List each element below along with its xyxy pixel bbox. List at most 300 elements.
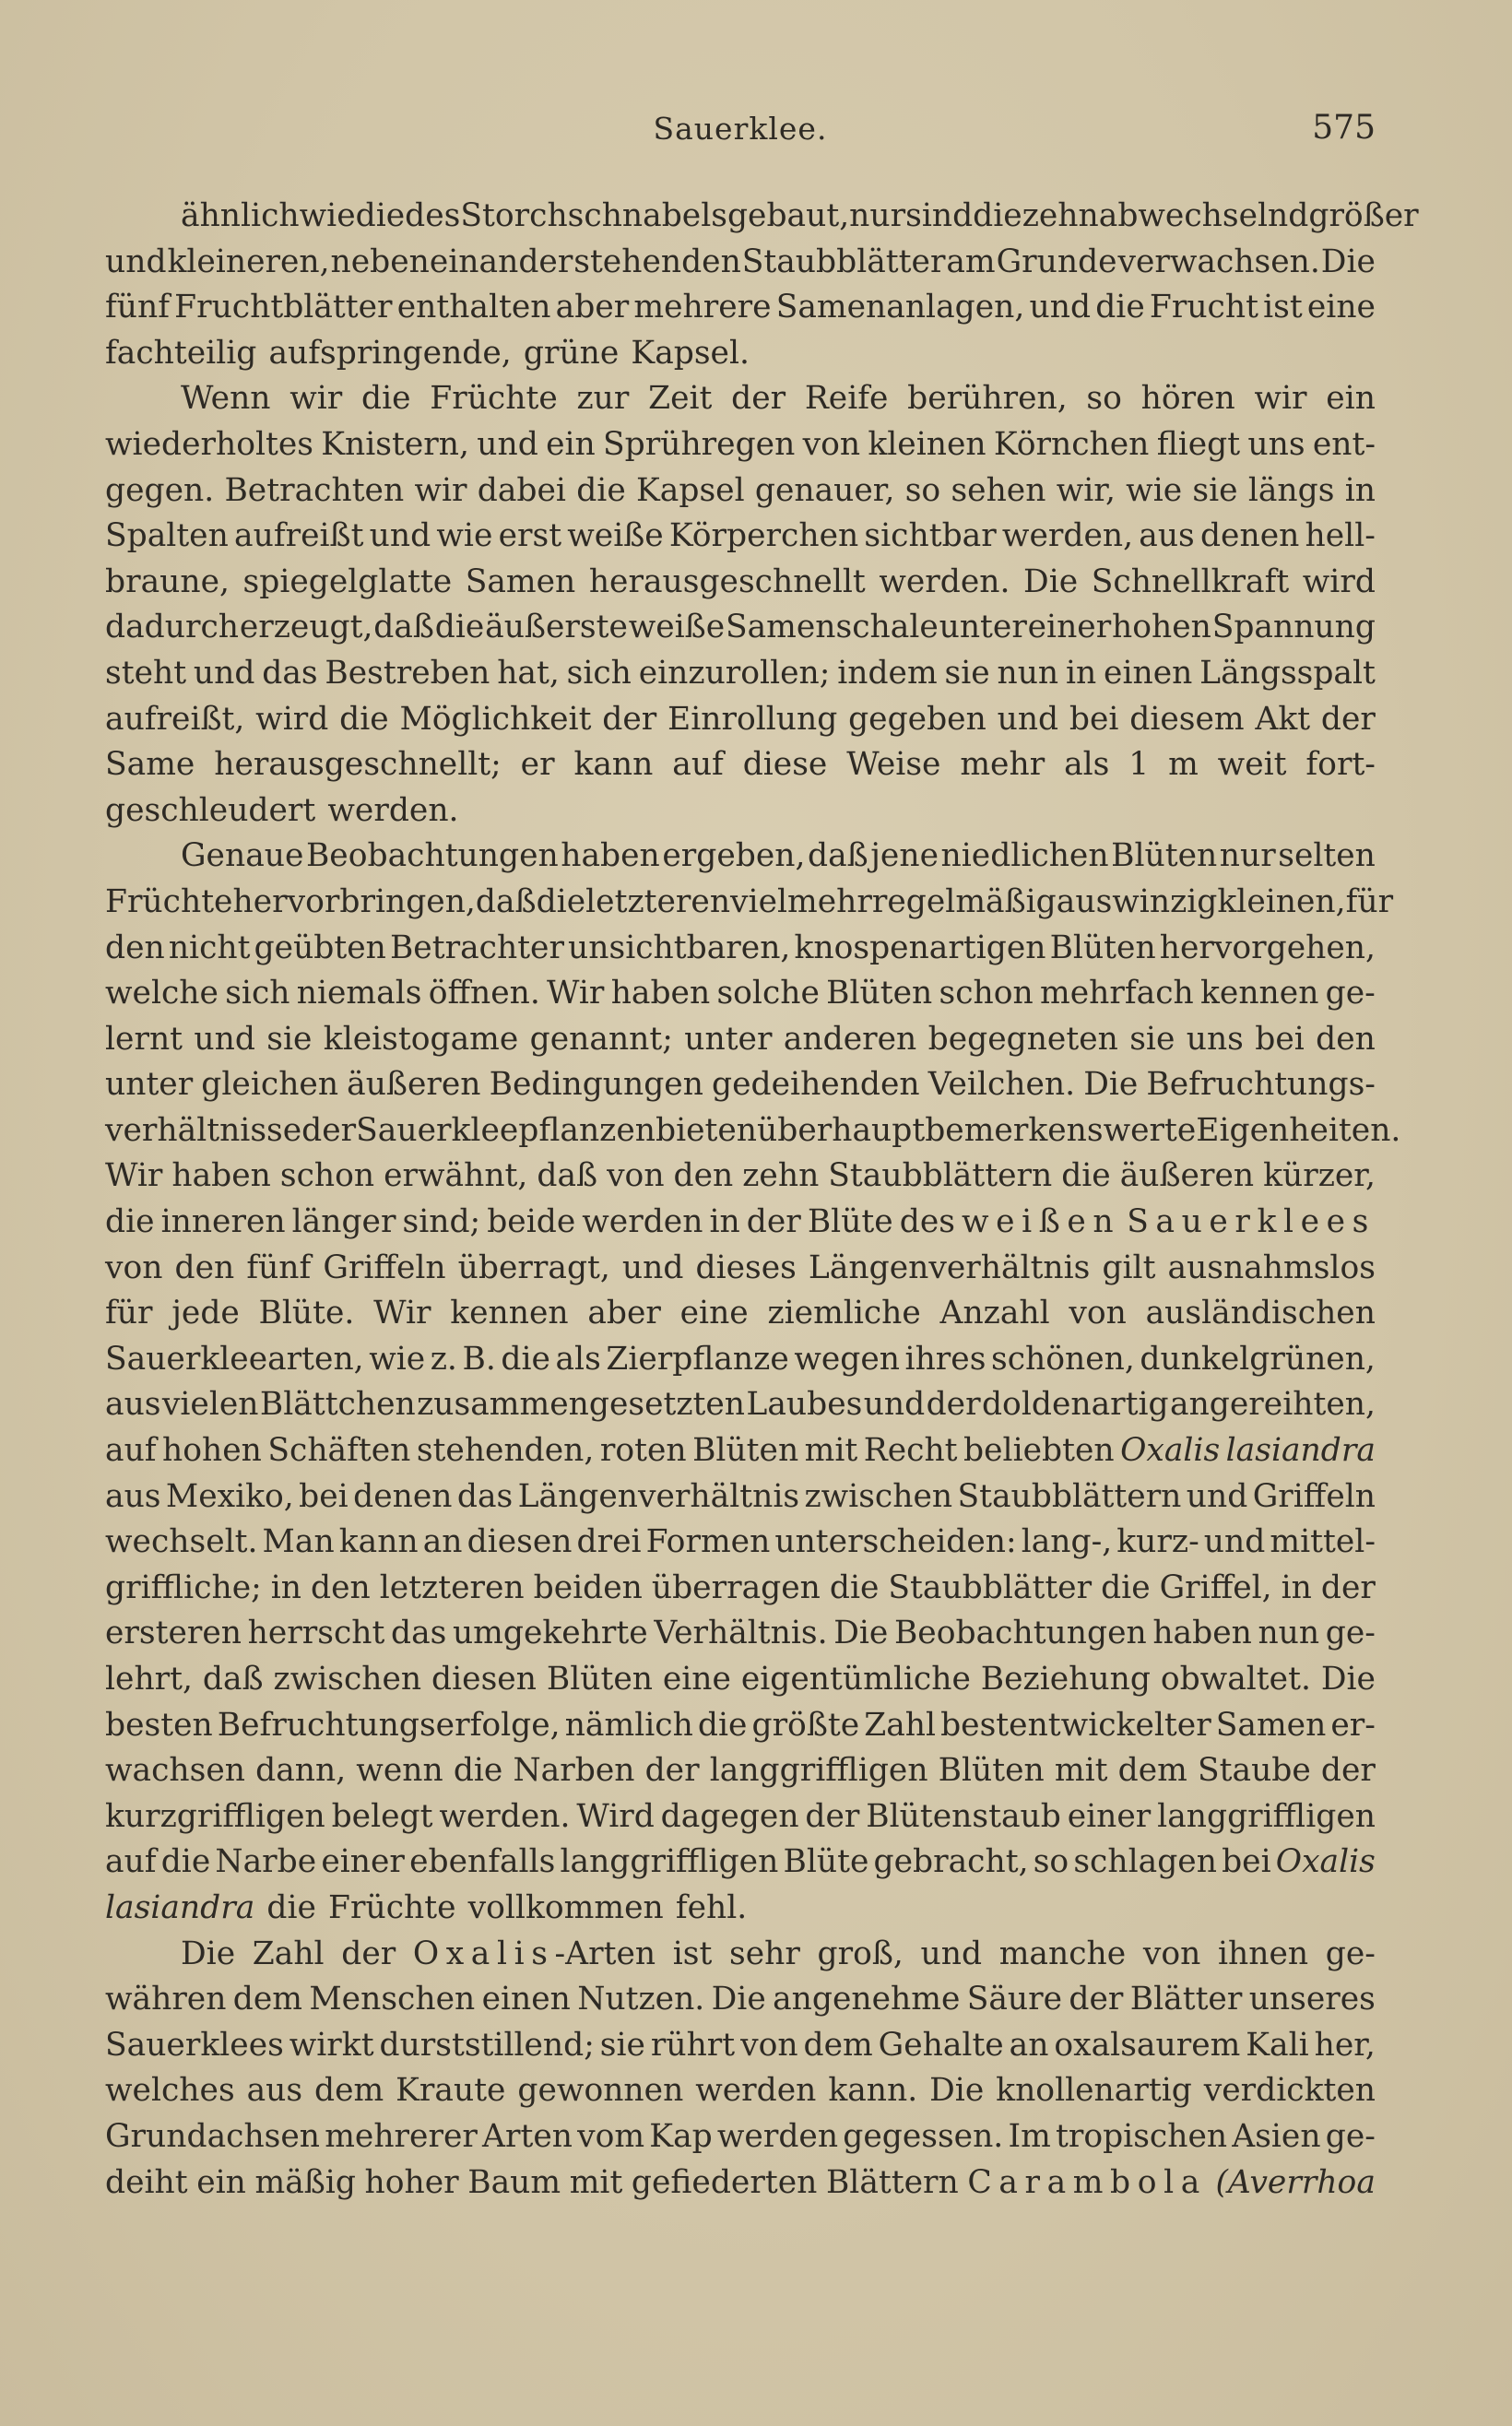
word: die [1061, 1157, 1111, 1195]
word: ausnahmslos [1167, 1249, 1376, 1286]
word: Sprühregen [603, 425, 796, 463]
word: wird [1302, 562, 1376, 600]
word: berühren, [907, 380, 1068, 418]
word: mehrfach [1040, 975, 1194, 1012]
word: eigentümliche [740, 1661, 971, 1698]
word: ähnlich [181, 197, 300, 234]
word: die [576, 471, 626, 509]
word: Schäften [267, 1432, 411, 1470]
text-line [105, 742, 1376, 788]
word: aus [105, 1386, 161, 1424]
word: er [520, 746, 555, 784]
word: zehn [1022, 197, 1099, 234]
word: schon [279, 1157, 375, 1195]
word: sich [566, 654, 632, 692]
word: mit [804, 1432, 858, 1470]
word: werden [582, 1203, 703, 1241]
word: und [621, 1249, 684, 1286]
word: diesen [431, 1661, 537, 1698]
word: unter [684, 1020, 773, 1058]
word: kann. [828, 2072, 918, 2110]
word: Schnellkraft [1091, 562, 1290, 600]
word: größer [1308, 197, 1419, 234]
word: aber [555, 289, 630, 326]
word: werden, [1001, 517, 1134, 555]
word: Storchschnabels [460, 197, 727, 234]
word: denen [353, 1477, 453, 1515]
word: ausländischen [1145, 1295, 1376, 1332]
word: Samen [1215, 1706, 1327, 1744]
word: Längenverhältnis [808, 1249, 1091, 1286]
word: vom [577, 2117, 645, 2155]
word: ge- [1325, 975, 1376, 1012]
word: Die [711, 1981, 766, 2018]
word: bei [1255, 1020, 1305, 1058]
word: schlagen [1073, 1843, 1217, 1881]
word: herausgeschnellt [588, 562, 866, 600]
word: Staube [1198, 1752, 1311, 1790]
word: Betrachter [389, 929, 564, 966]
word: den [105, 929, 165, 966]
word: Sauerklees [105, 2026, 284, 2064]
word: den [1316, 1020, 1376, 1058]
word: herrscht [247, 1615, 385, 1652]
word: geschleudert [105, 791, 316, 829]
word: zusammengesetzten [417, 1386, 746, 1424]
word: kurzgriffligen [105, 1797, 325, 1835]
text-line [105, 240, 1376, 286]
word: hervorgehen, [1159, 929, 1376, 966]
word: kleinen [868, 425, 986, 463]
word: einzurollen; [638, 654, 831, 692]
word: vielmehr [730, 882, 872, 920]
word: dunkelgrünen, [1140, 1340, 1376, 1378]
word: ihnen [1217, 1935, 1309, 1972]
word: auf [105, 1843, 157, 1881]
word: und [863, 1386, 926, 1424]
word: lernt [105, 1020, 183, 1058]
word: Blüten [938, 1752, 1045, 1790]
word: die [266, 1888, 316, 1926]
word: die [339, 700, 389, 738]
word: äußeren [347, 1066, 481, 1104]
word: er- [1330, 1706, 1376, 1744]
word: mehrere [633, 289, 772, 326]
word: der [746, 1203, 801, 1241]
word: her, [1314, 2026, 1376, 2064]
word: Die [929, 2072, 985, 2110]
word: zur [576, 380, 630, 418]
word: Die [1083, 1066, 1139, 1104]
word: Samenschale [725, 609, 939, 646]
word: hell- [1305, 517, 1376, 555]
word: aufreißt [234, 517, 364, 555]
word: werden. [439, 1797, 571, 1835]
word: so [904, 471, 941, 509]
word: die [453, 1752, 503, 1790]
word: ent- [1312, 425, 1376, 463]
word: hervorbringen, [232, 882, 476, 920]
word: Befruchtungs- [1146, 1066, 1376, 1104]
word: verwachsen. [1117, 243, 1320, 280]
word: Zierpflanze [606, 1340, 789, 1378]
word: Kraute [396, 2072, 506, 2110]
word: das [456, 1477, 514, 1515]
word: ge- [1325, 2117, 1376, 2155]
word: als [1064, 746, 1110, 784]
word: des [899, 1203, 955, 1241]
word: unseres [1248, 1981, 1376, 2018]
word: indem [837, 654, 938, 692]
word: ein [546, 425, 596, 463]
word: doldenartig [981, 1386, 1169, 1424]
word: bei [299, 1477, 348, 1515]
word: in [1065, 654, 1097, 692]
word: weißen [961, 1203, 1121, 1241]
word: und [1203, 1523, 1266, 1561]
word: angenehme [773, 1981, 961, 2018]
word: Blättchen [259, 1386, 416, 1424]
word: Früchte [430, 380, 558, 418]
word: letzteren [585, 882, 731, 920]
word: die [105, 1203, 155, 1241]
word: und [1029, 289, 1092, 326]
word: Frucht [1149, 289, 1258, 326]
word: gilt [1102, 1249, 1156, 1286]
word: weit [1217, 746, 1287, 784]
word: dieses [695, 1249, 797, 1286]
word: lasiandra [1225, 1432, 1376, 1470]
word: Betrachten [224, 471, 405, 509]
text-line [105, 926, 1376, 972]
word: sind; [402, 1203, 481, 1241]
word: Baum [467, 2163, 561, 2201]
word: regelmäßig [871, 882, 1057, 920]
word: Narbe [215, 1843, 317, 1881]
word: Nutzen. [577, 1981, 705, 2018]
word: m [1168, 746, 1199, 784]
word: kennen [450, 1295, 569, 1332]
text-line [105, 1154, 1376, 1200]
word: inneren [160, 1203, 286, 1241]
word: daß [475, 882, 537, 920]
word: vollkommen [467, 1888, 664, 1926]
word: Staubblätter [888, 1568, 1093, 1606]
text-line [105, 605, 1376, 651]
word: wie [436, 517, 493, 555]
word: beiden [533, 1568, 643, 1606]
word: Eigenheiten. [1196, 1111, 1401, 1149]
word: in [709, 1203, 740, 1241]
text-line [105, 788, 1376, 834]
word: die [355, 197, 406, 234]
word: der [1320, 1568, 1376, 1606]
word: zwischen [273, 1661, 422, 1698]
word: Blütenstaub [866, 1797, 1061, 1835]
word: einen [481, 1981, 571, 2018]
word: wird [255, 700, 329, 738]
word: von [1142, 1935, 1201, 1972]
word: angereihten, [1170, 1386, 1376, 1424]
word: Oxalis [1275, 1843, 1376, 1881]
word: langgriffligen [709, 1752, 928, 1790]
text-line [105, 971, 1376, 1017]
word: von [1069, 1295, 1127, 1332]
word: aus [246, 2072, 303, 2110]
text-line [105, 834, 1376, 880]
word: Narben [513, 1752, 635, 1790]
word: dem [232, 1981, 303, 2018]
word: stehenden [573, 243, 741, 280]
word: Säure [966, 1981, 1063, 2018]
word: für [105, 1295, 153, 1332]
word: langgriffligen [1157, 1797, 1376, 1835]
word: Blüten [546, 1661, 653, 1698]
word: hoher [364, 2163, 459, 2201]
word: überragen [651, 1568, 821, 1606]
word: wegen [794, 1340, 900, 1378]
word: unter [105, 1066, 194, 1104]
word: Blüten [1111, 837, 1218, 875]
word: Asien [1232, 2117, 1321, 2155]
word: währen [105, 1981, 227, 2018]
word: wiederholtes [105, 425, 313, 463]
text-line [105, 651, 1376, 697]
word: ein [196, 2163, 246, 2201]
word: werden [716, 2117, 839, 2155]
word: daß [537, 1157, 598, 1195]
word: für [1345, 882, 1394, 920]
word: nun [997, 654, 1059, 692]
word: gebaut, [726, 197, 850, 234]
word: Blüten [692, 1432, 799, 1470]
word: wie [299, 197, 356, 234]
word: obwaltet. [1160, 1661, 1311, 1698]
word: dabei [477, 471, 566, 509]
word: (Averrhoa [1215, 2163, 1376, 2201]
word: Blüte [783, 1843, 869, 1881]
word: bei [1069, 700, 1119, 738]
word: letzteren [379, 1568, 525, 1606]
word: der [1320, 1752, 1376, 1790]
word: Früchte [328, 1888, 456, 1926]
word: dann, [255, 1752, 347, 1790]
word: und [997, 700, 1059, 738]
word: eine [1306, 289, 1376, 326]
word: Oxalis-Arten [412, 1935, 656, 1972]
word: Sauerklees [1127, 1203, 1376, 1241]
word: fort- [1305, 746, 1376, 784]
word: erzeugt, [239, 609, 373, 646]
word: Verhältnis. [654, 1615, 828, 1652]
word: dadurch [105, 609, 239, 646]
text-line [105, 1840, 1376, 1886]
word: niemals [296, 975, 422, 1012]
word: Staubblättern [957, 1477, 1182, 1515]
word: haben [171, 1157, 271, 1195]
word: Zahl [864, 1706, 937, 1744]
word: kleineren, [167, 243, 330, 280]
word: Gehalte [878, 2026, 1004, 2064]
word: deiht [105, 2163, 188, 2201]
word: kurz- [1116, 1523, 1199, 1561]
word: Sauerkleearten, [105, 1340, 364, 1378]
word: lasiandra [105, 1888, 255, 1926]
word: der [1069, 1981, 1124, 2018]
word: oxalsaurem [1054, 2026, 1241, 2064]
word: Blättern [825, 2163, 959, 2201]
word: bestentwickelter [940, 1706, 1211, 1744]
word: schon [939, 975, 1034, 1012]
text-line [105, 2023, 1376, 2069]
word: und [194, 1020, 255, 1058]
word: sie [944, 654, 990, 692]
word: diesem [1129, 700, 1245, 738]
word: Körnchen [993, 425, 1150, 463]
word: hohen [1112, 609, 1211, 646]
word: grüne [523, 334, 620, 372]
word: Spannung [1211, 609, 1376, 646]
word: hören [1140, 380, 1235, 418]
word: ist [672, 1935, 713, 1972]
word: wenn [356, 1752, 443, 1790]
word: uns [1247, 425, 1305, 463]
word: einer [1027, 609, 1112, 646]
word: B. [462, 1340, 496, 1378]
word: die [1095, 289, 1145, 326]
word: ge- [1325, 1935, 1376, 1972]
word: mit [569, 2163, 623, 2201]
word: diese [742, 746, 828, 784]
word: kleinen, [1217, 882, 1346, 920]
page-number: 575 [1312, 109, 1376, 147]
word: Staubblättern [828, 1157, 1053, 1195]
word: Griffeln [1252, 1477, 1376, 1515]
word: Wenn [181, 380, 271, 418]
word: Recht [863, 1432, 958, 1470]
word: Die [1023, 562, 1079, 600]
word: der [644, 1752, 700, 1790]
word: werden [695, 2072, 817, 2110]
word: selten [1278, 837, 1376, 875]
word: weiße [628, 609, 726, 646]
word: rührt [650, 2026, 736, 2064]
word: gegen. [105, 471, 215, 509]
word: auf [105, 1432, 157, 1470]
word: kleistogame [323, 1020, 519, 1058]
word: nun [1258, 1615, 1320, 1652]
word: das [390, 1615, 447, 1652]
word: begegneten [927, 1020, 1118, 1058]
word: erst [498, 517, 562, 555]
text-line [105, 1337, 1376, 1383]
word: Kapsel. [631, 334, 750, 372]
word: fünf [105, 289, 170, 326]
word: winzig [1112, 882, 1218, 920]
word: mit [1054, 1752, 1108, 1790]
text-line [105, 1246, 1376, 1292]
word: solche [716, 975, 820, 1012]
word: Fruchtblätter [174, 289, 393, 326]
word: Genaue [181, 837, 304, 875]
word: Längenverhältnis [517, 1477, 800, 1515]
word: verdickten [1203, 2072, 1376, 2110]
word: die [697, 1706, 748, 1744]
word: die [536, 882, 586, 920]
word: äußeren [1119, 1157, 1255, 1195]
text-line [105, 1382, 1376, 1428]
word: gebracht, [873, 1843, 1029, 1881]
word: den [673, 1157, 734, 1195]
word: Knistern, [321, 425, 469, 463]
text-line [105, 1977, 1376, 2023]
word: die [973, 197, 1022, 234]
word: und [920, 1935, 983, 1972]
word: abwechselnd [1098, 197, 1309, 234]
word: groß, [817, 1935, 904, 1972]
word: öffnen. [428, 975, 540, 1012]
word: sind [905, 197, 974, 234]
word: größte [751, 1706, 860, 1744]
word: sie [1129, 1020, 1175, 1058]
word: Blüten [1049, 929, 1156, 966]
text-line [105, 1474, 1376, 1521]
word: fliegt [1156, 425, 1241, 463]
text-line [105, 560, 1376, 606]
word: in [270, 1568, 302, 1606]
word: der [731, 380, 786, 418]
word: die [1101, 1568, 1151, 1606]
word: daß [807, 837, 868, 875]
word: die [361, 380, 411, 418]
word: Einrollung [667, 700, 838, 738]
word: die [434, 609, 485, 646]
word: die [829, 1568, 880, 1606]
word: gleichen [201, 1066, 339, 1104]
word: lang-, [1021, 1523, 1113, 1561]
text-line [105, 2160, 1376, 2207]
word: als [555, 1340, 601, 1378]
word: der [805, 1797, 860, 1835]
word: wir [414, 471, 467, 509]
word: niedlichen [940, 837, 1109, 875]
word: wie [369, 1340, 426, 1378]
word: wir [289, 380, 343, 418]
word: Anzahl [939, 1295, 1050, 1332]
text-line [105, 1611, 1376, 1657]
word: einer [1067, 1797, 1152, 1835]
word: Beobachtungen [305, 837, 559, 875]
text-line [105, 1520, 1376, 1566]
word: der [341, 1935, 396, 1972]
word: bei [1222, 1843, 1271, 1881]
word: beide [487, 1203, 576, 1241]
word: verhältnisse [105, 1111, 302, 1149]
word: Die [1320, 243, 1376, 280]
text-line [105, 1748, 1376, 1794]
word: eine [662, 1661, 731, 1698]
word: gewonnen [517, 2072, 684, 2110]
word: braune, [105, 562, 230, 600]
word: und [105, 243, 167, 280]
word: ist [1263, 289, 1303, 326]
word: Menschen [309, 1981, 476, 2018]
word: und [369, 517, 431, 555]
word: jene [870, 837, 939, 875]
word: auf [672, 746, 724, 784]
word: unterscheiden: [774, 1523, 1017, 1561]
word: Wir [105, 1157, 163, 1195]
